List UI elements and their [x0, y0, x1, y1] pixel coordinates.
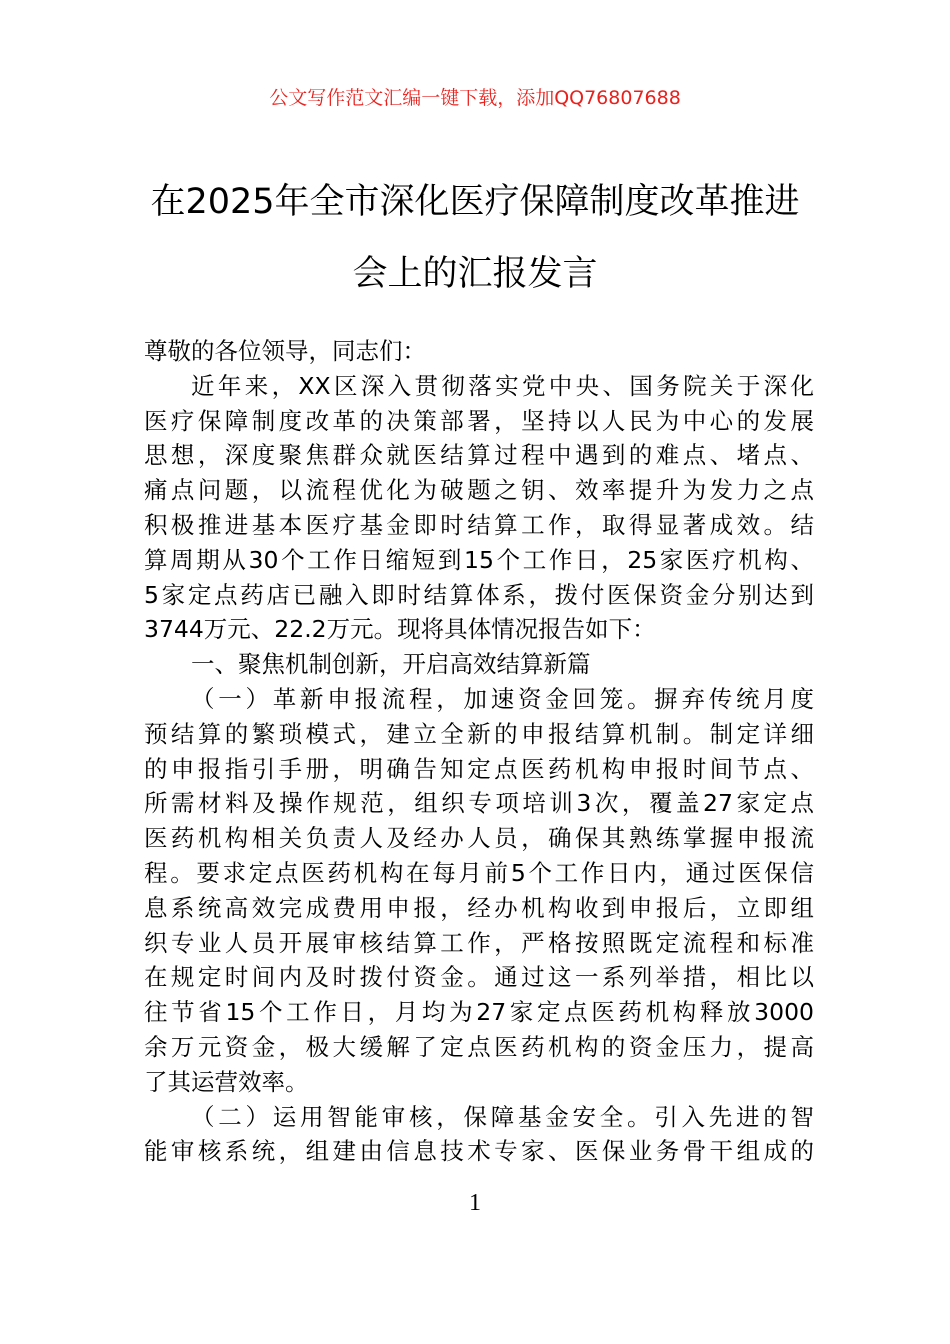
page-number: 1	[469, 1190, 481, 1216]
paragraph-line: 在规定时间内及时拨付资金。通过这一系列举措，相比以	[144, 963, 814, 992]
paragraph-line: （二）运用智能审核，保障基金安全。引入先进的智	[191, 1102, 814, 1131]
title-line-1: 在2025年全市深化医疗保障制度改革推进	[150, 182, 800, 222]
paragraph-line: 预结算的繁琐模式，建立全新的申报结算机制。制定详细	[144, 719, 814, 748]
paragraph-line: 医疗保障制度改革的决策部署，坚持以人民为中心的发展	[144, 406, 814, 435]
section-heading: 一、聚焦机制创新，开启高效结算新篇	[191, 650, 591, 679]
salutation: 尊敬的各位领导，同志们：	[144, 337, 426, 365]
paragraph-line: 程。要求定点医药机构在每月前5个工作日内，通过医保信	[144, 858, 814, 887]
paragraph-line: 了其运营效率。	[144, 1067, 309, 1096]
paragraph-line: 的申报指引手册，明确告知定点医药机构申报时间节点、	[144, 754, 814, 783]
paragraph-line: 医药机构相关负责人及经办人员，确保其熟练掌握申报流	[144, 824, 814, 853]
paragraph-line: 近年来，XX区深入贯彻落实党中央、国务院关于深化	[191, 371, 814, 400]
paragraph-line: 算周期从30个工作日缩短到15个工作日，25家医疗机构、	[144, 545, 814, 574]
document-title	[100, 166, 850, 310]
document-body	[144, 334, 814, 1169]
paragraph-line: 余万元资金，极大缓解了定点医药机构的资金压力，提高	[144, 1032, 814, 1061]
paragraph-line: （一）革新申报流程，加速资金回笼。摒弃传统月度	[191, 684, 814, 713]
paragraph-line: 所需材料及操作规范，组织专项培训3次，覆盖27家定点	[144, 789, 814, 818]
paragraph-line: 能审核系统，组建由信息技术专家、医保业务骨干组成的	[144, 1137, 814, 1166]
paragraph-line: 痛点问题，以流程优化为破题之钥、效率提升为发力之点	[144, 476, 814, 505]
paragraph-line: 思想，深度聚焦群众就医结算过程中遇到的难点、堵点、	[144, 441, 814, 470]
paragraph-line: 往节省15个工作日，月均为27家定点医药机构释放3000	[144, 998, 814, 1027]
paragraph-line: 3744万元、22.2万元。现将具体情况报告如下：	[144, 615, 656, 644]
paragraph-line: 息系统高效完成费用申报，经办机构收到申报后，立即组	[144, 893, 814, 922]
paragraph-line: 5家定点药店已融入即时结算体系，拨付医保资金分别达到	[144, 580, 814, 609]
title-line-2: 会上的汇报发言	[352, 254, 598, 294]
header-promo-note: 公文写作范文汇编一键下载，添加QQ76807688	[269, 87, 681, 109]
paragraph-line: 织专业人员开展审核结算工作，严格按照既定流程和标准	[144, 928, 814, 957]
paragraph-line: 积极推进基本医疗基金即时结算工作，取得显著成效。结	[144, 510, 814, 539]
